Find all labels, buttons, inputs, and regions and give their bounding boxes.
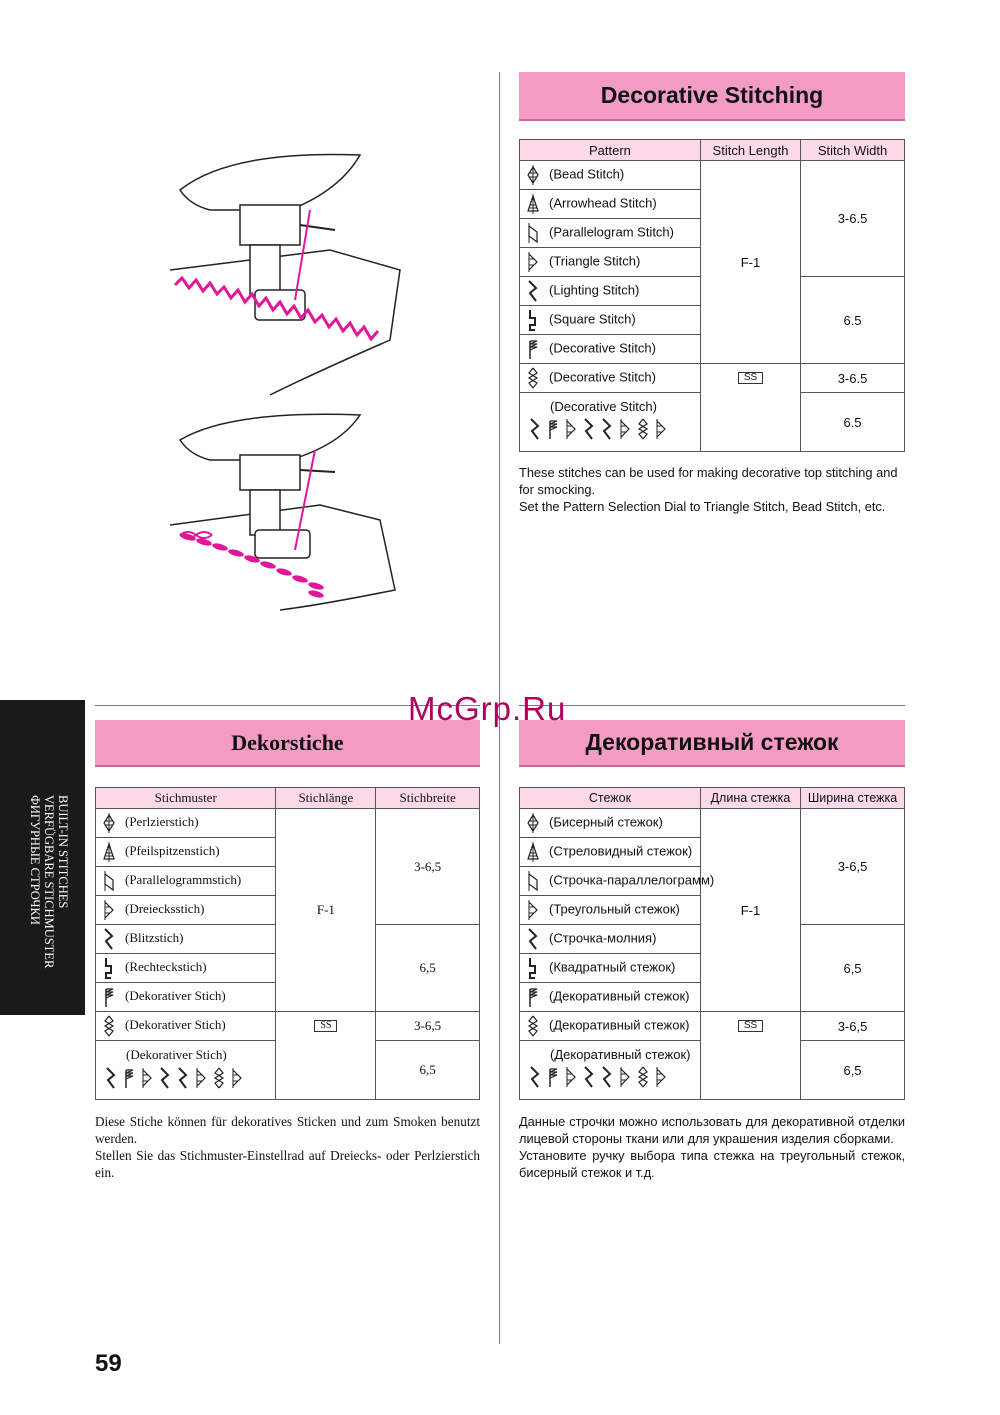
stitch-width-a: 3-6,5 (801, 809, 905, 925)
stitch-name: (Lighting Stitch) (549, 282, 640, 298)
decorative-twist-stitch-icon (102, 1015, 122, 1037)
table-row (96, 1012, 480, 1041)
stitch-pattern-cell (520, 335, 701, 364)
triangle-stitch-icon (140, 1067, 154, 1093)
stitch-name: (Dekorativer Stich) (126, 1047, 227, 1062)
stitch-length-f1: F-1 (276, 809, 376, 1012)
decorative-stitch-icon (102, 986, 122, 1008)
description-de-line-2: Stellen Sie das Stichmuster-Einstellrad auf Dreiecks- oder Perlzierstich ein. (95, 1148, 480, 1180)
stitch-pattern-cell (520, 838, 701, 867)
stitch-length-ss (700, 364, 800, 452)
triangle-stitch-icon (564, 1066, 578, 1091)
pattern-header: Pattern (520, 140, 701, 161)
arrowhead-stitch-icon (102, 841, 122, 863)
description-ru-line-2: Установите ручку выбора типа стежка на треугольный стежок, бисерный стежок и т.д. (519, 1148, 905, 1180)
decorative-twist-stitch-icon (212, 1067, 226, 1093)
stitch-name: (Arrowhead Stitch) (549, 195, 657, 211)
table-header-row (520, 140, 905, 161)
lightning-stitch-icon (526, 280, 546, 302)
decorative-twist-stitch-icon (526, 1015, 546, 1037)
stitch-pattern-cell (96, 925, 276, 954)
description-en (519, 464, 909, 515)
stitch-pattern-cell (520, 925, 701, 954)
triangle-stitch-icon (526, 251, 546, 273)
ss-badge: SS (314, 1020, 337, 1032)
stitch-name: (Треугольный стежок) (549, 901, 680, 917)
zigzag-stitch-illustration (170, 150, 410, 400)
stitch-width-d: 6,5 (801, 1041, 905, 1100)
ss-badge: SS (738, 372, 763, 384)
table-row (520, 1012, 905, 1041)
stitch-length-header: Длина стежка (700, 788, 800, 809)
stitch-table-de (95, 787, 480, 1100)
stitch-pattern-cell (520, 306, 701, 335)
stitch-table-ru (519, 787, 905, 1100)
side-tab-line-3: ФИГУРНЫЕ СТРОЧКИ (28, 795, 42, 925)
stitch-table-en (519, 139, 905, 452)
stitch-pattern-cell (520, 1012, 701, 1041)
lightning-stitch-icon (158, 1067, 172, 1093)
section-title-en: Decorative Stitching (519, 72, 905, 121)
stitch-pattern-cell (520, 896, 701, 925)
stitch-length-ss (276, 1012, 376, 1100)
description-ru (519, 1113, 905, 1181)
triangle-stitch-icon (102, 899, 122, 921)
table-header-row (520, 788, 905, 809)
stitch-pattern-cell (520, 161, 701, 190)
bead-stitch-icon (102, 812, 122, 834)
lightning-stitch-icon (528, 1066, 542, 1091)
decorative-stitch-icon (546, 1066, 560, 1091)
right-section-rule (519, 705, 905, 706)
stitch-pattern-cell (520, 1041, 701, 1100)
arrowhead-stitch-icon (526, 841, 546, 863)
lightning-stitch-icon (600, 418, 614, 443)
stitch-pattern-cell (520, 393, 701, 452)
decorative-stitch-icon (526, 986, 546, 1008)
triangle-stitch-icon (230, 1067, 244, 1093)
lightning-stitch-icon (528, 418, 542, 443)
watermark: McGrp.Ru (408, 690, 567, 727)
stitch-pattern-cell (520, 248, 701, 277)
description-en-line-2: Set the Pattern Selection Dial to Triangle Stitch, Bead Stitch, etc. (519, 499, 886, 514)
pattern-header: Стежок (520, 788, 701, 809)
triangle-stitch-icon (618, 418, 632, 443)
stitch-name: (Dekorativer Stich) (125, 987, 226, 1003)
stitch-width-header: Stitch Width (801, 140, 905, 161)
lightning-stitch-icon (526, 928, 546, 950)
page-number: 59 (95, 1350, 122, 1377)
side-tab-line-1: BUILT-IN STITCHES (56, 795, 70, 909)
table-row (96, 809, 480, 838)
stitch-length-header: Stichlänge (276, 788, 376, 809)
stitch-pattern-cell (96, 838, 276, 867)
stitch-length-f1: F-1 (700, 161, 800, 364)
lightning-stitch-icon (582, 1066, 596, 1091)
bead-stitch-icon (526, 164, 546, 186)
decorative-twist-stitch-icon (636, 418, 650, 443)
ss-badge: SS (738, 1020, 763, 1032)
decorative-twist-stitch-icon (636, 1066, 650, 1091)
lightning-stitch-icon (104, 1067, 118, 1093)
table-row (520, 161, 905, 190)
description-ru-line-1: Данные строчки можно использовать для декоративной отделки лицевой стороны ткани или для украшения изделия сборками. (519, 1114, 905, 1146)
stitch-name: (Rechteckstich) (125, 958, 207, 974)
table-row (520, 364, 905, 393)
table-header-row (96, 788, 480, 809)
stitch-pattern-cell (520, 190, 701, 219)
lightning-stitch-icon (102, 928, 122, 950)
stitch-pattern-cell (96, 983, 276, 1012)
decorative-stitch-icon (546, 418, 560, 443)
stitch-width-a: 3-6,5 (376, 809, 480, 925)
stitch-name: (Blitzstich) (125, 929, 184, 945)
triangle-stitch-icon (564, 418, 578, 443)
triangle-stitch-icon (654, 418, 668, 443)
stitch-pattern-cell (520, 364, 701, 393)
stitch-pattern-cell (520, 867, 715, 896)
stitch-sequence (526, 418, 694, 443)
stitch-pattern-cell (520, 954, 701, 983)
arrowhead-stitch-icon (526, 193, 546, 215)
bead-stitch-icon (526, 812, 546, 834)
stitch-name: (Parallelogram Stitch) (549, 224, 674, 240)
stitch-sequence (526, 1066, 694, 1091)
triangle-stitch-icon (618, 1066, 632, 1091)
stitch-pattern-cell (96, 954, 276, 983)
pattern-header: Stichmuster (96, 788, 276, 809)
stitch-name: (Decorative Stitch) (549, 340, 656, 356)
decorative-stitch-icon (122, 1067, 136, 1093)
stitch-sequence (102, 1067, 269, 1093)
stitch-pattern-cell (96, 896, 276, 925)
stitch-width-header: Stichbreite (376, 788, 480, 809)
stitch-pattern-cell (520, 809, 701, 838)
stitch-width-c: 3-6.5 (801, 364, 905, 393)
stitch-name: (Perlzierstich) (125, 813, 199, 829)
stitch-name: (Стреловидный стежок) (549, 843, 693, 859)
square-stitch-icon (526, 309, 546, 331)
stitch-name: (Декоративный стежок) (550, 1047, 691, 1062)
stitch-name: (Декоративный стежок) (549, 1017, 690, 1033)
lightning-stitch-icon (176, 1067, 190, 1093)
stitch-width-a: 3-6.5 (801, 161, 905, 277)
lightning-stitch-icon (600, 1066, 614, 1091)
stitch-pattern-cell (96, 1041, 276, 1100)
table-row (520, 809, 905, 838)
section-title-de: Dekorstiche (95, 720, 480, 767)
stitch-name: (Декоративный стежок) (549, 988, 690, 1004)
stitch-width-b: 6.5 (801, 277, 905, 364)
section-title-ru: Декоративный стежок (519, 720, 905, 767)
stitch-width-header: Ширина стежка (801, 788, 905, 809)
stitch-name: (Строчка-молния) (549, 930, 657, 946)
stitch-pattern-cell (520, 983, 701, 1012)
stitch-pattern-cell (520, 219, 701, 248)
chapter-side-tab (0, 700, 85, 1015)
stitch-width-b: 6,5 (376, 925, 480, 1012)
decorative-stitch-icon (526, 338, 546, 360)
square-stitch-icon (102, 957, 122, 979)
stitch-width-b: 6,5 (801, 925, 905, 1012)
stitch-width-d: 6,5 (376, 1041, 480, 1100)
stitch-name: (Квадратный стежок) (549, 959, 676, 975)
decorative-twist-stitch-icon (526, 367, 546, 389)
description-de-line-1: Diese Stiche können für dekoratives Sticken und zum Smoken benutzt werden. (95, 1114, 480, 1146)
description-en-line-1: These stitches can be used for making decorative top stitching and for smocking. (519, 465, 898, 497)
parallelogram-stitch-icon (102, 870, 122, 892)
stitch-name: (Dekorativer Stich) (125, 1016, 226, 1032)
stitch-width-d: 6.5 (801, 393, 905, 452)
stitch-width-c: 3-6,5 (801, 1012, 905, 1041)
stitch-name: (Square Stitch) (549, 311, 636, 327)
stitch-pattern-cell (96, 1012, 276, 1041)
parallelogram-stitch-icon (526, 222, 546, 244)
triangle-stitch-icon (194, 1067, 208, 1093)
stitch-pattern-cell (520, 277, 701, 306)
stitch-name: (Triangle Stitch) (549, 253, 641, 269)
stitch-pattern-cell (96, 809, 276, 838)
lightning-stitch-icon (582, 418, 596, 443)
side-tab-line-2: VERFÜGBARE STICHMUSTER (42, 795, 56, 969)
stitch-length-header: Stitch Length (700, 140, 800, 161)
stitch-name: (Parallelogrammstich) (125, 871, 242, 887)
triangle-stitch-icon (654, 1066, 668, 1091)
stitch-name: (Бисерный стежок) (549, 814, 663, 830)
bead-stitch-illustration (170, 410, 410, 620)
square-stitch-icon (526, 957, 546, 979)
triangle-stitch-icon (526, 899, 546, 921)
stitch-name: (Decorative Stitch) (549, 369, 656, 385)
stitch-pattern-cell (96, 867, 276, 896)
stitch-name: (Decorative Stitch) (550, 399, 657, 414)
parallelogram-stitch-icon (526, 870, 546, 892)
stitch-length-ss (700, 1012, 800, 1100)
stitch-name: (Pfeilspitzenstich) (125, 842, 220, 858)
stitch-name: (Bead Stitch) (549, 166, 625, 182)
stitch-length-f1: F-1 (700, 809, 800, 1012)
stitch-name: (Dreiecksstich) (125, 900, 205, 916)
stitch-name: (Строчка-параллелограмм) (549, 872, 715, 888)
stitch-width-c: 3-6,5 (376, 1012, 480, 1041)
description-de (95, 1113, 480, 1181)
